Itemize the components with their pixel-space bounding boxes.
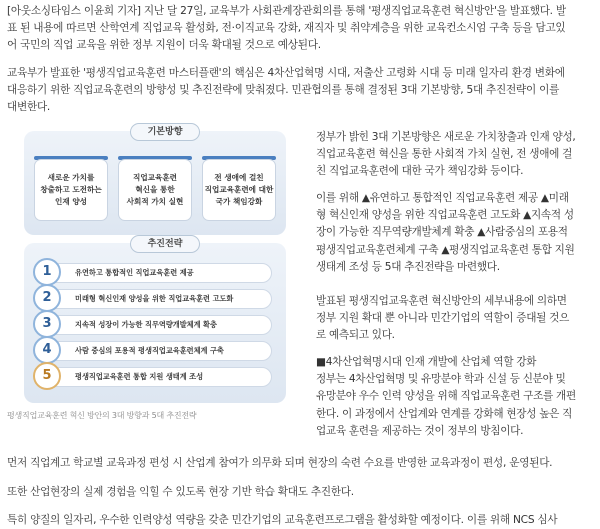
text-line: 형 혁신인재 양성을 위한 직업교육훈련 고도화 ▲지속적 성 [316, 209, 574, 222]
industry-role-paragraph [316, 354, 596, 440]
strategy-text: 유연하고 통합적인 직업교육훈련 제공 [75, 268, 194, 277]
strategy-text: 사람 중심의 포용적 평생직업교육훈련체계 구축 [75, 346, 224, 355]
master-plan-paragraph [7, 65, 565, 116]
strategy-number: 1 [33, 258, 61, 286]
direction-pillar-2 [118, 159, 192, 221]
strategy-number: 3 [33, 310, 61, 338]
strategy-row-4 [40, 341, 272, 361]
strategy-number: 4 [33, 336, 61, 364]
text-line: 이를 위해 ▲유연하고 통합적인 직업교육훈련 제공 ▲미래 [316, 192, 569, 204]
basic-direction-paragraph [316, 129, 596, 181]
strategy-row-1 [40, 263, 272, 283]
strategy-row-5 [40, 367, 272, 387]
details-paragraph [316, 293, 596, 345]
text-line: 평생직업교육훈련체계 구축 ▲평생직업교육훈련 통합 지원 [316, 243, 575, 256]
pillar-line: 새로운 가치를 [47, 173, 95, 182]
private-training-paragraph: 특히 양질의 일자리, 우수한 인력양성 역량을 갖춘 민간기업의 교육훈련프로그램을 활성화할 예정이다. 이를 위해 NCS 심사 [7, 514, 558, 526]
strategy-row-2 [40, 289, 272, 309]
text-line: 정부는 4차산업혁명 및 유망분야 학과 신설 등 신분야 및 [316, 373, 566, 386]
text-line: 로 예측되고 있다. [316, 329, 395, 342]
basic-direction-title: 기본방향 [130, 123, 200, 141]
strategy-number: 2 [33, 284, 61, 312]
pillar-line: 전 생애에 걸친 [214, 173, 264, 182]
curriculum-paragraph: 먼저 직업계고 학교별 교육과정 편성 시 산업계 참여가 의무화 되며 현장의 숙련 수요를 반영한 교육과정이 편성, 운영된다. [7, 457, 553, 469]
text-line: 생태계 조성 등 5대 추진전략을 마련했다. [316, 260, 500, 273]
text-line: 직업교육훈련 혁신을 통한 사회적 가치 실현, 전 생애에 걸 [316, 148, 573, 161]
pillar-line: 혁신을 통한 [135, 185, 175, 194]
text-line: 정부가 밝힌 3대 기본방향은 새로운 가치창출과 인재 양성, [316, 131, 576, 143]
text-line: 친 직업교육훈련에 대한 국가 책임강화 등이다. [316, 165, 524, 178]
text-line: 대응하기 위한 직업교육훈련의 방향성 및 추진전략에 맞춰졌다. 민관협의를 통해 결정된 3대 기본방향, 5대 추진전략이 이를 [7, 84, 560, 96]
intro-paragraph [7, 3, 566, 54]
strategy-text: 지속적 성장이 가능한 직무역량개발체계 확충 [75, 320, 217, 329]
pillar-line: 직업교육훈련 [132, 173, 177, 182]
strategy-title: 추진전략 [130, 235, 200, 253]
text-line: [아웃소싱타임스 이윤희 기자] 지난 달 27일, 교육부가 사회관계장관회의를 통해 '평생직업교육훈련 혁신방안'을 발표했다. 발 [7, 5, 566, 17]
pillar-line: 인재 양성 [55, 197, 87, 206]
field-learning-paragraph: 또한 산업현장의 실제 경험을 익힐 수 있도록 현장 기반 학습 확대도 추진한다. [7, 486, 354, 498]
text-line: 유망분야 우수 인력 양성을 위해 직업교육훈련 구조를 개편 [316, 390, 576, 403]
text-line: 업교육 훈련을 제공하는 것이 정부의 방침이다. [316, 424, 524, 437]
direction-pillar-1 [34, 159, 108, 221]
text-line: 정부 지원 확대 뿐 아니라 민간기업의 역할이 증대될 것으 [316, 312, 570, 325]
pillar-line: 직업교육훈련에 대한 [204, 185, 274, 194]
text-line: 표 된 내용에 따르면 산학연계 직업교육 활성화, 전·이직교육 강화, 재직자 및 취약계층을 위한 교육컨소시엄 구축 등을 담고있 [7, 22, 566, 34]
pillar-line: 사회적 가치 실현 [126, 197, 184, 206]
text-line: 어 국민의 직업 교육을 위한 정부 지원이 더욱 확대될 것으로 예상된다. [7, 39, 321, 51]
text-line: 교육부가 발표한 '평생직업교육훈련 마스터플랜'의 핵심은 4차산업혁명 시대, 저출산 고령화 시대 등 미래 일자리 환경 변화에 [7, 67, 565, 79]
section-heading: ■4차산업혁명시대 인재 개발에 산업체 역할 강화 [316, 356, 537, 368]
pillar-line: 국가 책임강화 [215, 197, 263, 206]
text-line: 장이 가능한 직무역량개발체계 확충 ▲사람중심의 포용적 [316, 226, 568, 239]
text-line: 대변한다. [7, 101, 51, 113]
strategy-text: 평생직업교육훈련 통합 지원 생태계 조성 [75, 372, 204, 381]
figure-caption: 평생직업교육훈련 혁신 방안의 3대 방향과 5대 추진전략 [7, 411, 197, 420]
strategy-text: 미래형 혁신인재 양성을 위한 직업교육훈련 고도화 [75, 294, 234, 303]
strategy-number: 5 [33, 362, 61, 390]
strategy-figure [18, 123, 298, 403]
text-line: 발표된 평생직업교육훈련 혁신방안의 세부내용에 의하면 [316, 295, 567, 307]
direction-pillar-3 [202, 159, 276, 221]
text-line: 한다. 이 과정에서 산업계와 연계를 강화해 현장성 높은 직 [316, 407, 573, 420]
strategy-paragraph [316, 190, 596, 276]
strategy-row-3 [40, 315, 272, 335]
pillar-line: 창출하고 도전하는 [40, 185, 102, 194]
